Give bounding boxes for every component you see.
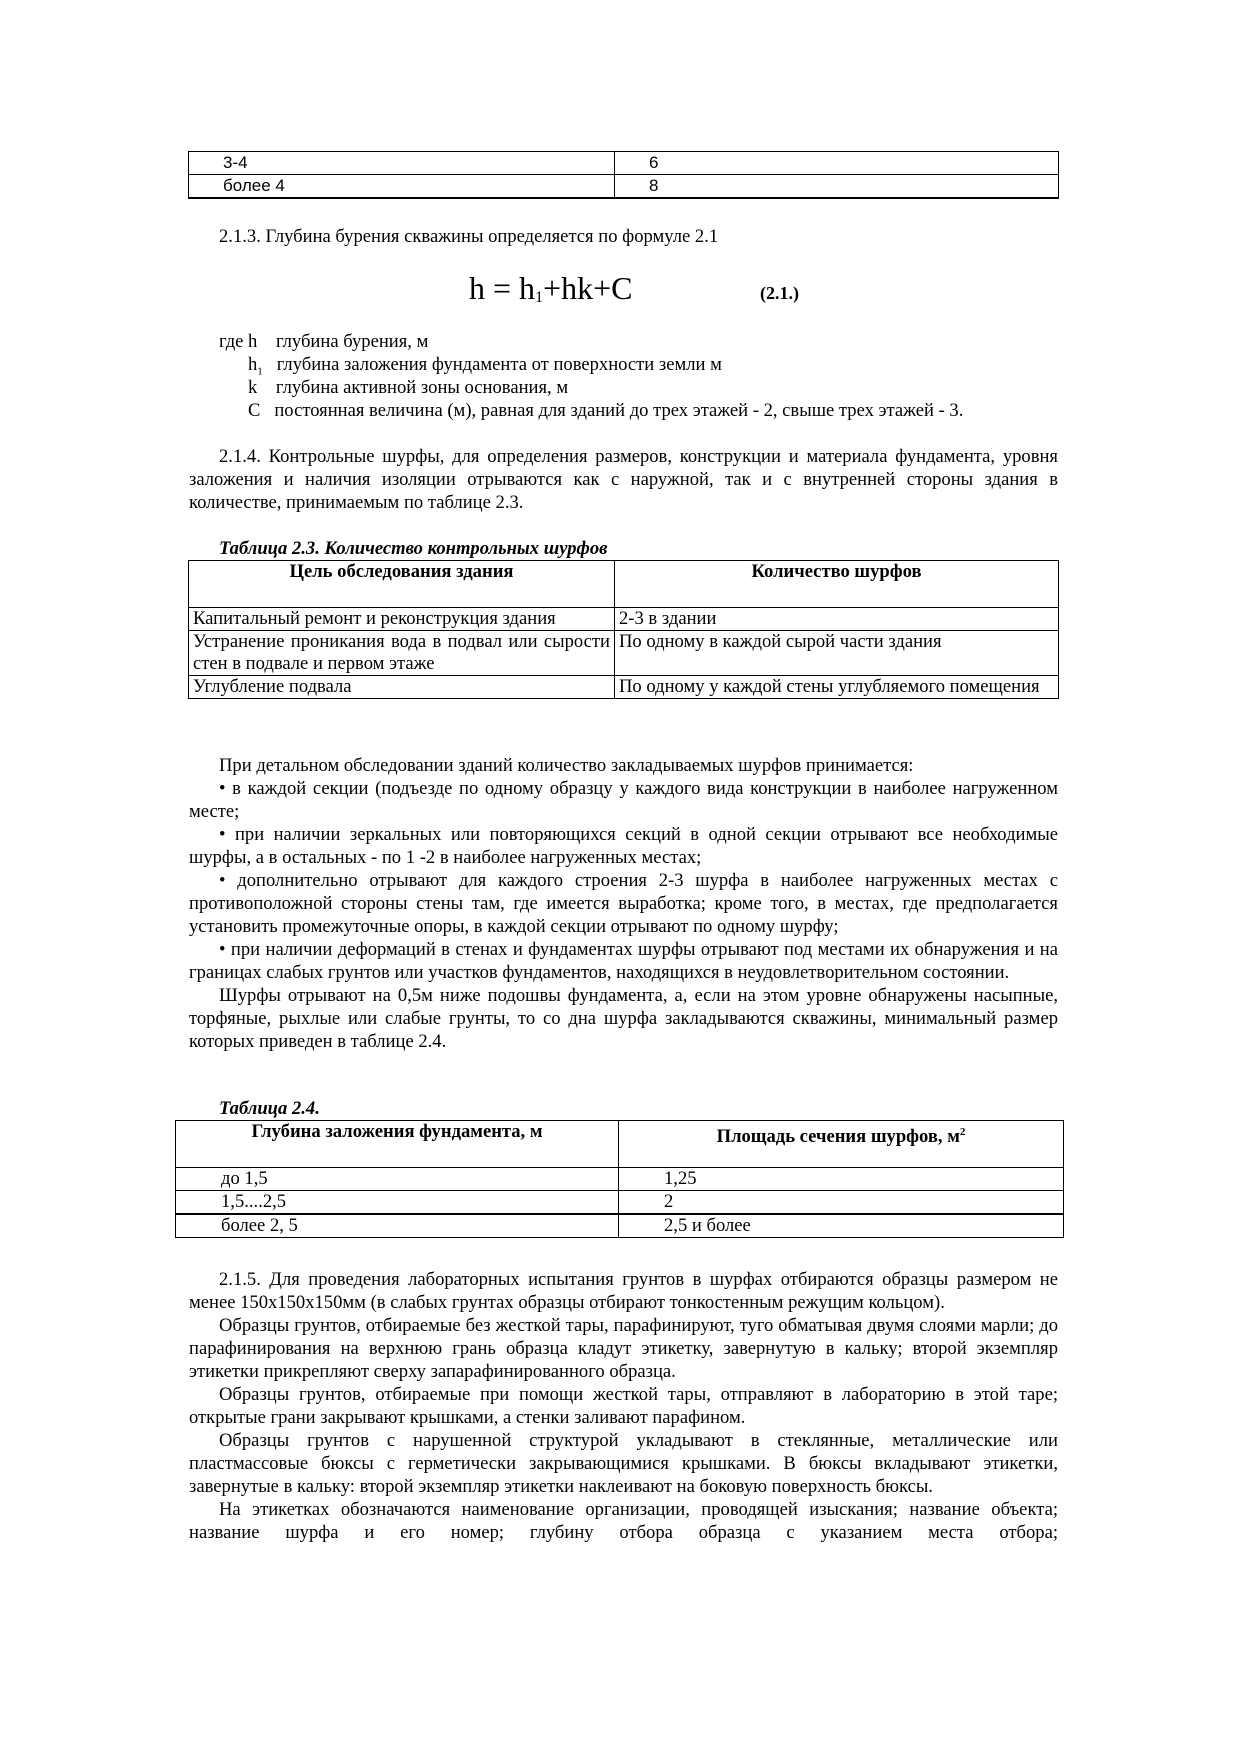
paragraph: Образцы грунтов с нарушенной структурой укладывают в стеклянные, металлические или пластмассовые бюксы с герметически закрывающимися крышками. В бюксы вкладывают этикетки, завернутые в кальку: второй экземпляр этикетки наклеивают на боковую поверхность бюксы. <box>189 1430 1058 1497</box>
section-2-1-4-text: 2.1.4. Контрольные шурфы, для определения размеров, конструкции и материала фундамента, уровня заложения и наличия изоляции отрываются как с наружной, так и с внутренней стороны здания в количестве, принимаемым по таблице 2.3. <box>189 446 1058 513</box>
paragraph: 2.1.5. Для проведения лабораторных испытания грунтов в шурфах отбираются образцы размером не менее 150х150х150мм (в слабых грунтах образцы отбирают тонкостенным режущим кольцом). <box>189 1269 1058 1313</box>
bullet-item: • дополнительно отрывают для каждого строения 2-3 шурфа в наиболее нагруженных местах с противоположной стороны стены там, где имеется выработка; кроме того, в местах, где предполагается установить промежуточные опоры, в каждой секции отрывают по одному шурфу; <box>189 870 1058 937</box>
detailed-survey-intro: При детальном обследовании зданий количество закладываемых шурфов принимается: <box>219 755 914 776</box>
header-text: Площадь сечения шурфов, м <box>716 1126 960 1148</box>
table-cell: до 1,5 <box>176 1168 619 1191</box>
table-2-3-caption: Таблица 2.3. Количество контрольных шурфов <box>219 538 608 559</box>
definition-symbol: h <box>248 354 258 375</box>
table-row <box>176 1191 1064 1215</box>
table-2-4-caption: Таблица 2.4. <box>219 1098 320 1119</box>
table-2-3 <box>188 560 1059 699</box>
table-row <box>176 1214 1064 1238</box>
table-cell: Углубление подвала <box>189 676 615 699</box>
definition-text: глубина заложения фундамента от поверхности земли м <box>276 354 722 375</box>
formula-rhs: +hk+C <box>543 270 633 306</box>
table-cell: По одному в каждой сырой части здания <box>615 631 1059 676</box>
table-header-cell: Цель обследования здания <box>189 561 615 608</box>
bullet-item: • при наличии деформаций в стенах и фундаментах шурфы отрывают под местами их обнаружения и на границах слабых грунтов или участков фундаментов, находящихся в неудовлетворительном состоянии. <box>189 939 1058 983</box>
table-cell: 8 <box>615 175 1059 199</box>
table-cell: 6 <box>615 152 1059 175</box>
table-cell: 2 <box>619 1191 1064 1215</box>
definition-text: постоянная величина (м), равная для зданий до трех этажей - 2, свыше трех этажей - 3. <box>274 400 964 421</box>
formula-subscript: 1 <box>535 289 544 306</box>
definition-prefix: где h <box>219 331 258 352</box>
definition-text: глубина активной зоны основания, м <box>275 377 569 398</box>
definition-symbol: C <box>248 400 261 421</box>
table-header-cell: Глубина заложения фундамента, м <box>176 1121 619 1168</box>
table-header-row <box>189 561 1059 608</box>
table-cell: 1,25 <box>619 1168 1064 1191</box>
superscript: 2 <box>959 1126 966 1138</box>
table-cell: 3-4 <box>189 152 615 175</box>
table-cell: 1,5....2,5 <box>176 1191 619 1215</box>
definition-k <box>248 376 568 399</box>
definition-text: глубина бурения, м <box>275 331 429 352</box>
table-top-continuation <box>188 151 1059 199</box>
bullet-item: • в каждой секции (подъезде по одному образцу у каждого вида конструкции в наиболее нагруженном месте; <box>189 778 1058 822</box>
section-2-1-3-text: 2.1.3. Глубина бурения скважины определяется по формуле 2.1 <box>219 226 719 247</box>
definition-subscript: 1 <box>257 365 263 378</box>
section-2-1-5-block <box>189 1268 1058 1544</box>
table-header-row <box>176 1121 1064 1168</box>
table-cell: По одному у каждой стены углубляемого помещения <box>615 676 1059 699</box>
table-2-4 <box>175 1120 1064 1238</box>
table-cell: Капитальный ремонт и реконструкция здания <box>189 608 615 631</box>
table-cell: 2,5 и более <box>619 1214 1064 1238</box>
table-row <box>189 175 1059 199</box>
definition-symbol: k <box>248 377 258 398</box>
formula-number: (2.1.) <box>760 283 799 303</box>
paragraph: Образцы грунтов, отбираемые при помощи жесткой тары, отправляют в лабораторию в этой таре; открытые грани закрывают крышками, а стенки заливают парафином. <box>189 1384 1058 1428</box>
table-row <box>189 676 1059 699</box>
detailed-survey-closing: Шурфы отрывают на 0,5м ниже подошвы фундамента, а, если на этом уровне обнаружены насыпные, торфяные, рыхлые или слабые грунты, то со дна шурфа закладываются скважины, минимальный размер которых приведен в таблице 2.4. <box>189 985 1058 1052</box>
table-cell: более 2, 5 <box>176 1214 619 1238</box>
table-header-cell: Количество шурфов <box>615 561 1059 608</box>
table-header-cell <box>619 1121 1064 1168</box>
table-row <box>189 152 1059 175</box>
table-cell: 2-3 в здании <box>615 608 1059 631</box>
definition-c <box>248 399 963 422</box>
table-cell: более 4 <box>189 175 615 199</box>
table-row <box>176 1168 1064 1191</box>
formula-2-1 <box>469 270 632 316</box>
bullet-item: • при наличии зеркальных или повторяющихся секций в одной секции отрывают все необходимые шурфы, а в остальных - по 1 -2 в наиболее нагруженных местах; <box>189 824 1058 868</box>
paragraph: Образцы грунтов, отбираемые без жесткой тары, парафинируют, туго обматывая двумя слоями марли; до парафинирования на верхнюю грань образца кладут этикетку, завернутую в кальку; второй экземпляр этикетки прикрепляют сверху запарафинированного образца. <box>189 1315 1058 1382</box>
table-row <box>189 631 1059 676</box>
paragraph: На этикетках обозначаются наименование организации, проводящей изыскания; название объекта; название шурфа и его номер; глубину отбора образца с указанием места отбора; <box>189 1499 1058 1543</box>
detailed-survey-block <box>189 754 1058 1053</box>
definition-h <box>219 330 428 353</box>
formula-lhs: h = h <box>469 270 536 306</box>
table-cell: Устранение проникания вода в подвал или сырости стен в подвале и первом этаже <box>189 631 615 676</box>
table-row <box>189 608 1059 631</box>
